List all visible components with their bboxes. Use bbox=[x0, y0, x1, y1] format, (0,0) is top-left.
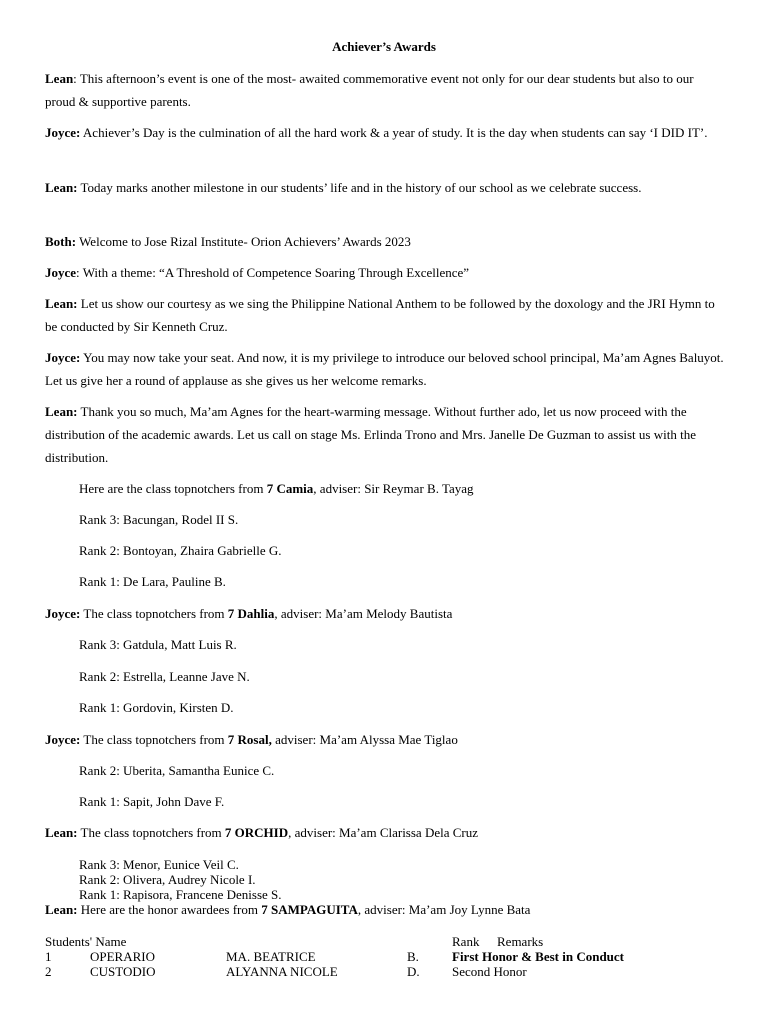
table-header bbox=[45, 934, 745, 949]
paragraph-3 bbox=[45, 176, 725, 199]
sampaguita-intro bbox=[45, 902, 530, 918]
row-number: 1 bbox=[45, 949, 52, 964]
intro-text: Here are the class topnotchers from bbox=[79, 481, 267, 496]
speaker-label: Lean bbox=[45, 71, 74, 86]
column-header-remarks: Remarks bbox=[497, 934, 544, 949]
first-name: MA. BEATRICE bbox=[226, 949, 316, 964]
separator: : bbox=[76, 265, 83, 280]
intro-text: Here are the honor awardees from bbox=[77, 902, 262, 917]
paragraph-8 bbox=[45, 400, 725, 469]
intro-text: The class topnotchers from bbox=[77, 825, 225, 840]
rank-item: Rank 2: Bontoyan, Zhaira Gabrielle G. bbox=[79, 543, 282, 558]
rank-item: Rank 1: De Lara, Pauline B. bbox=[79, 574, 226, 589]
adviser-text: , adviser: Ma’am Clarissa Dela Cruz bbox=[288, 825, 479, 840]
speaker-label: Lean: bbox=[45, 902, 78, 917]
last-name: CUSTODIO bbox=[90, 964, 156, 979]
speaker-label: Lean: bbox=[45, 296, 78, 311]
rank-item: Rank 2: Estrella, Leanne Jave N. bbox=[79, 669, 250, 684]
paragraph-text: With a theme: “A Threshold of Competence Soaring Through Excellence” bbox=[82, 265, 470, 280]
speaker-label: Joyce: bbox=[45, 606, 81, 621]
intro-text: The class topnotchers from bbox=[80, 732, 228, 747]
class-name: 7 SAMPAGUITA bbox=[261, 902, 358, 917]
rank-item: Rank 2: Olivera, Audrey Nicole I. bbox=[79, 872, 256, 887]
remarks: First Honor & Best in Conduct bbox=[452, 949, 625, 964]
column-header-name: Students' Name bbox=[45, 934, 127, 949]
table-row bbox=[45, 949, 745, 964]
paragraph-text: Welcome to Jose Rizal Institute- Orion Achievers’ Awards 2023 bbox=[79, 234, 411, 249]
middle-initial: B. bbox=[407, 949, 419, 964]
rank-item: Rank 1: Rapisora, Francene Denisse S. bbox=[79, 887, 282, 902]
class-name: 7 Dahlia bbox=[227, 606, 275, 621]
class-name: 7 ORCHID bbox=[224, 825, 289, 840]
rank-item: Rank 1: Gordovin, Kirsten D. bbox=[79, 700, 234, 715]
paragraph-4 bbox=[45, 230, 725, 253]
column-header-rank: Rank bbox=[452, 934, 480, 949]
paragraph-text: Thank you so much, Ma’am Agnes for the heart-warming message. Without further ado, let us now proceed with the distribution of the academic awards. Let us call on stage Ms. Erlinda Trono and Mrs. Janelle De Guzman to assist us with the distribution. bbox=[45, 404, 696, 465]
paragraph-7 bbox=[45, 346, 725, 392]
speaker-label: Joyce: bbox=[45, 350, 81, 365]
adviser-text: adviser: Ma’am Alyssa Mae Tiglao bbox=[271, 732, 458, 747]
paragraph-text: Achiever’s Day is the culmination of all the hard work & a year of study. It is the day when students can say ‘I DID IT’. bbox=[82, 125, 708, 140]
speaker-label: Joyce: bbox=[45, 732, 81, 747]
honor-table bbox=[45, 934, 745, 979]
paragraph-1 bbox=[45, 67, 725, 113]
adviser-text: , adviser: Ma’am Melody Bautista bbox=[274, 606, 453, 621]
rank-item: Rank 3: Gatdula, Matt Luis R. bbox=[79, 637, 237, 652]
adviser-text: , adviser: Ma’am Joy Lynne Bata bbox=[357, 902, 531, 917]
speaker-label: Lean: bbox=[45, 825, 78, 840]
rank-item: Rank 2: Uberita, Samantha Eunice C. bbox=[79, 763, 275, 778]
intro-text: The class topnotchers from bbox=[80, 606, 228, 621]
dahlia-intro bbox=[45, 606, 452, 622]
rank-item: Rank 3: Menor, Eunice Veil C. bbox=[79, 857, 239, 872]
first-name: ALYANNA NICOLE bbox=[226, 964, 338, 979]
paragraph-5 bbox=[45, 261, 725, 284]
paragraph-text: Let us show our courtesy as we sing the Philippine National Anthem to be followed by the doxology and the JRI Hymn to be conducted by Sir Kenneth Cruz. bbox=[45, 296, 715, 334]
remarks: Second Honor bbox=[452, 964, 527, 979]
paragraph-text: You may now take your seat. And now, it is my privilege to introduce our beloved school principal, Ma’am Agnes Baluyot. Let us give her a round of applause as she gives us her welcome remarks. bbox=[45, 350, 724, 388]
speaker-label: Both: bbox=[45, 234, 77, 249]
class-name: 7 Camia bbox=[266, 481, 314, 496]
rank-item: Rank 3: Bacungan, Rodel II S. bbox=[79, 512, 239, 527]
speaker-label: Lean: bbox=[45, 404, 78, 419]
paragraph-6 bbox=[45, 292, 725, 338]
paragraph-2 bbox=[45, 121, 725, 144]
middle-initial: D. bbox=[407, 964, 420, 979]
rank-item: Rank 1: Sapit, John Dave F. bbox=[79, 794, 225, 809]
orchid-intro bbox=[45, 825, 478, 841]
speaker-label: Joyce bbox=[45, 265, 77, 280]
paragraph-text: Today marks another milestone in our students’ life and in the history of our school as we celebrate success. bbox=[80, 180, 642, 195]
last-name: OPERARIO bbox=[90, 949, 156, 964]
speaker-label: Lean: bbox=[45, 180, 78, 195]
paragraph-text: This afternoon’s event is one of the most- awaited commemorative event not only for our dear students but also to our proud & supportive parents. bbox=[45, 71, 694, 109]
separator: : bbox=[73, 71, 80, 86]
speaker-label: Joyce: bbox=[45, 125, 81, 140]
camia-intro bbox=[79, 481, 474, 497]
table-row bbox=[45, 964, 745, 979]
class-name: 7 Rosal, bbox=[227, 732, 272, 747]
adviser-text: , adviser: Sir Reymar B. Tayag bbox=[313, 481, 474, 496]
document-title: Achiever’s Awards bbox=[332, 39, 436, 54]
row-number: 2 bbox=[45, 964, 52, 979]
rosal-intro bbox=[45, 732, 458, 748]
